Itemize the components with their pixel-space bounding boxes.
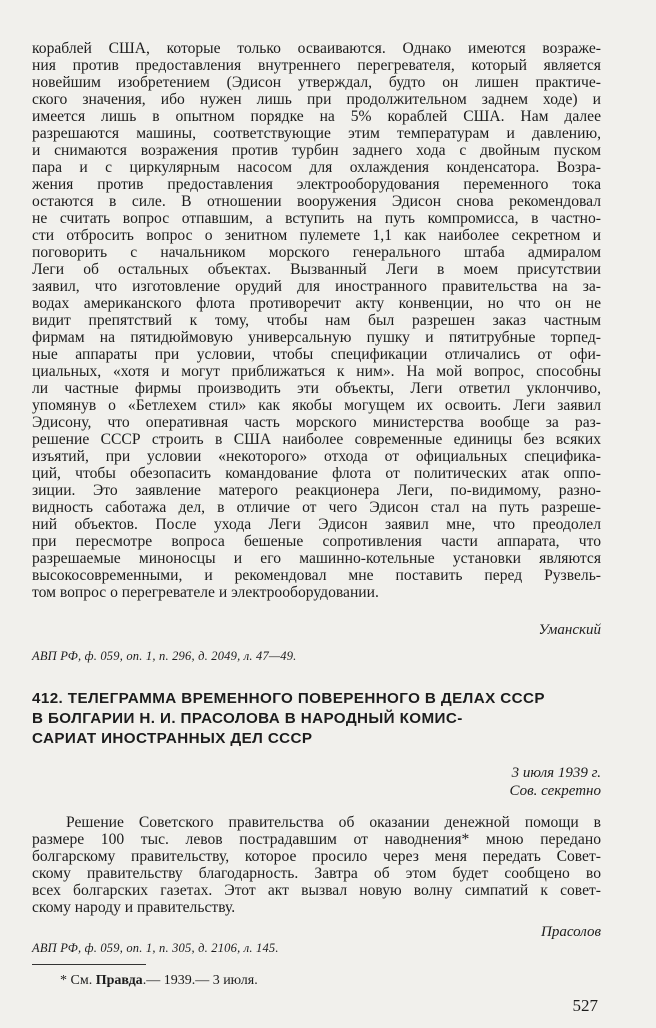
text-line: заявил, что изготовление орудий для иностранного правительства на за- xyxy=(32,278,601,295)
text-line: Леги об остальных объектах. Вызванный Леги в моем присутствии xyxy=(32,261,601,278)
text-line: ния против предоставления внутреннего перегревателя, который является xyxy=(32,57,601,74)
text-line: Решение Советского правительства об оказании денежной помощи в xyxy=(66,814,601,831)
text-line: ные аппараты при условии, чтобы спецификации отличались от офи- xyxy=(32,346,601,363)
text-line: высокосовременными, и рекомендовал мне поставить перед Рузвель- xyxy=(32,567,601,584)
text-line: имеется лишь в опытном порядке на 5% кораблей США. Нам далее xyxy=(32,108,601,125)
text-line: скому народу и правительству. xyxy=(32,899,236,916)
signature-prasolov: Прасолов xyxy=(541,924,601,940)
text-line: ний объектов. После ухода Леги Эдисон заявил мне, что преодолел xyxy=(32,516,601,533)
text-line: фирмам на пятидюймовую универсальную пушку и пятитрубные торпед- xyxy=(32,329,601,346)
text-line: видит препятствий к тому, чтобы нам был разрешен заказ частным xyxy=(32,312,601,329)
heading-line: В БОЛГАРИИ Н. И. ПРАСОЛОВА В НАРОДНЫЙ КОМИС- xyxy=(32,710,463,727)
text-line: разрешаемые миноносцы и его машинно-котельные установки являются xyxy=(32,550,601,567)
heading-line: САРИАТ ИНОСТРАННЫХ ДЕЛ СССР xyxy=(32,730,313,747)
text-line: и снимаются возражения против турбин заднего хода с двойным пуском xyxy=(32,142,601,159)
text-line: ли частные фирмы производить эти объекты, Леги ответил уклончиво, xyxy=(32,380,601,397)
text-line: новейшим изобретением (Эдисон утверждал, будто он лишен практиче- xyxy=(32,74,601,91)
text-line: зиции. Это заявление матерого реакционера Леги, по-видимому, разно- xyxy=(32,482,601,499)
classification-label: Сов. секретно xyxy=(509,783,601,799)
text-line: не считать вопрос отпавшим, а вступить на путь компромисса, в частно- xyxy=(32,210,601,227)
text-line: изъятий, при условии «некоторого» отхода от официальных специфика- xyxy=(32,448,601,465)
text-line: поговорить с начальником морского генерального штаба адмиралом xyxy=(32,244,601,261)
text-line: разрешаются машины, соответствующие этим температурам и давлению, xyxy=(32,125,601,142)
text-line: остаются в силе. В отношении вооружения Эдисон снова рекомендовал xyxy=(32,193,601,210)
text-line: сти отбросить вопрос о зенитном пулемете 1,1 как наиболее секретном и xyxy=(32,227,601,244)
text-line: всех болгарских газетах. Этот акт вызвал новую волну симпатий к совет- xyxy=(32,882,601,899)
text-line: кораблей США, которые только осваиваются. Однако имеются возраже- xyxy=(32,40,601,57)
text-line: решение СССР строить в США наиболее современные единицы без всяких xyxy=(32,431,601,448)
text-line: болгарскому правительству, которое просило через меня передать Совет- xyxy=(32,848,601,865)
text-line: водах американского флота противоречит акту конвенции, но что он не xyxy=(32,295,601,312)
document-date: 3 июля 1939 г. xyxy=(511,765,601,781)
text-line: том вопрос о перегревателе и электрооборудовании. xyxy=(32,584,379,601)
text-line: упомянув о «Бетлехем стил» как якобы могущем их освоить. Леги заявил xyxy=(32,397,601,414)
footnote-divider xyxy=(32,964,146,965)
archive-reference-1: АВП РФ, ф. 059, оп. 1, п. 296, д. 2049, л. 47—49. xyxy=(32,649,297,663)
text-line: Эдисону, что оперативная часть морского министерства вообще за раз- xyxy=(32,414,601,431)
text-line: размере 100 тыс. левов пострадавшим от наводнения* мною передано xyxy=(32,831,601,848)
signature-umansky: Уманский xyxy=(538,622,601,638)
page-number: 527 xyxy=(572,996,598,1015)
text-line: жения против предоставления электрооборудования переменного тока xyxy=(32,176,601,193)
text-line: ского значения, ибо нужен лишь при продолжительном заднем ходе) и xyxy=(32,91,601,108)
heading-line: 412. ТЕЛЕГРАММА ВРЕМЕННОГО ПОВЕРЕННОГО В ДЕЛАХ СССР xyxy=(32,690,545,707)
footnote: * См. Правда.— 1939.— 3 июля. xyxy=(60,973,258,988)
text-line: циальных, «хотя и могут приближаться к ним». На мой вопрос, способны xyxy=(32,363,601,380)
footnote-source: Правда xyxy=(95,973,143,988)
text-line: ций, чтобы обезопасить командование флота от политических атак оппо- xyxy=(32,465,601,482)
text-line: при пересмотре вопроса бешеные сопротивления части аппарата, что xyxy=(32,533,601,550)
text-line: скому правительству благодарность. Завтра об этом будет сообщено во xyxy=(32,865,601,882)
archive-reference-2: АВП РФ, ф. 059, оп. 1, п. 305, д. 2106, л. 145. xyxy=(32,941,279,955)
text-line: пара и с циркулярным насосом для охлаждения конденсатора. Возра- xyxy=(32,159,601,176)
text-line: видность саботажа дел, в отличие от чего Эдисон стал на путь разреше- xyxy=(32,499,601,516)
